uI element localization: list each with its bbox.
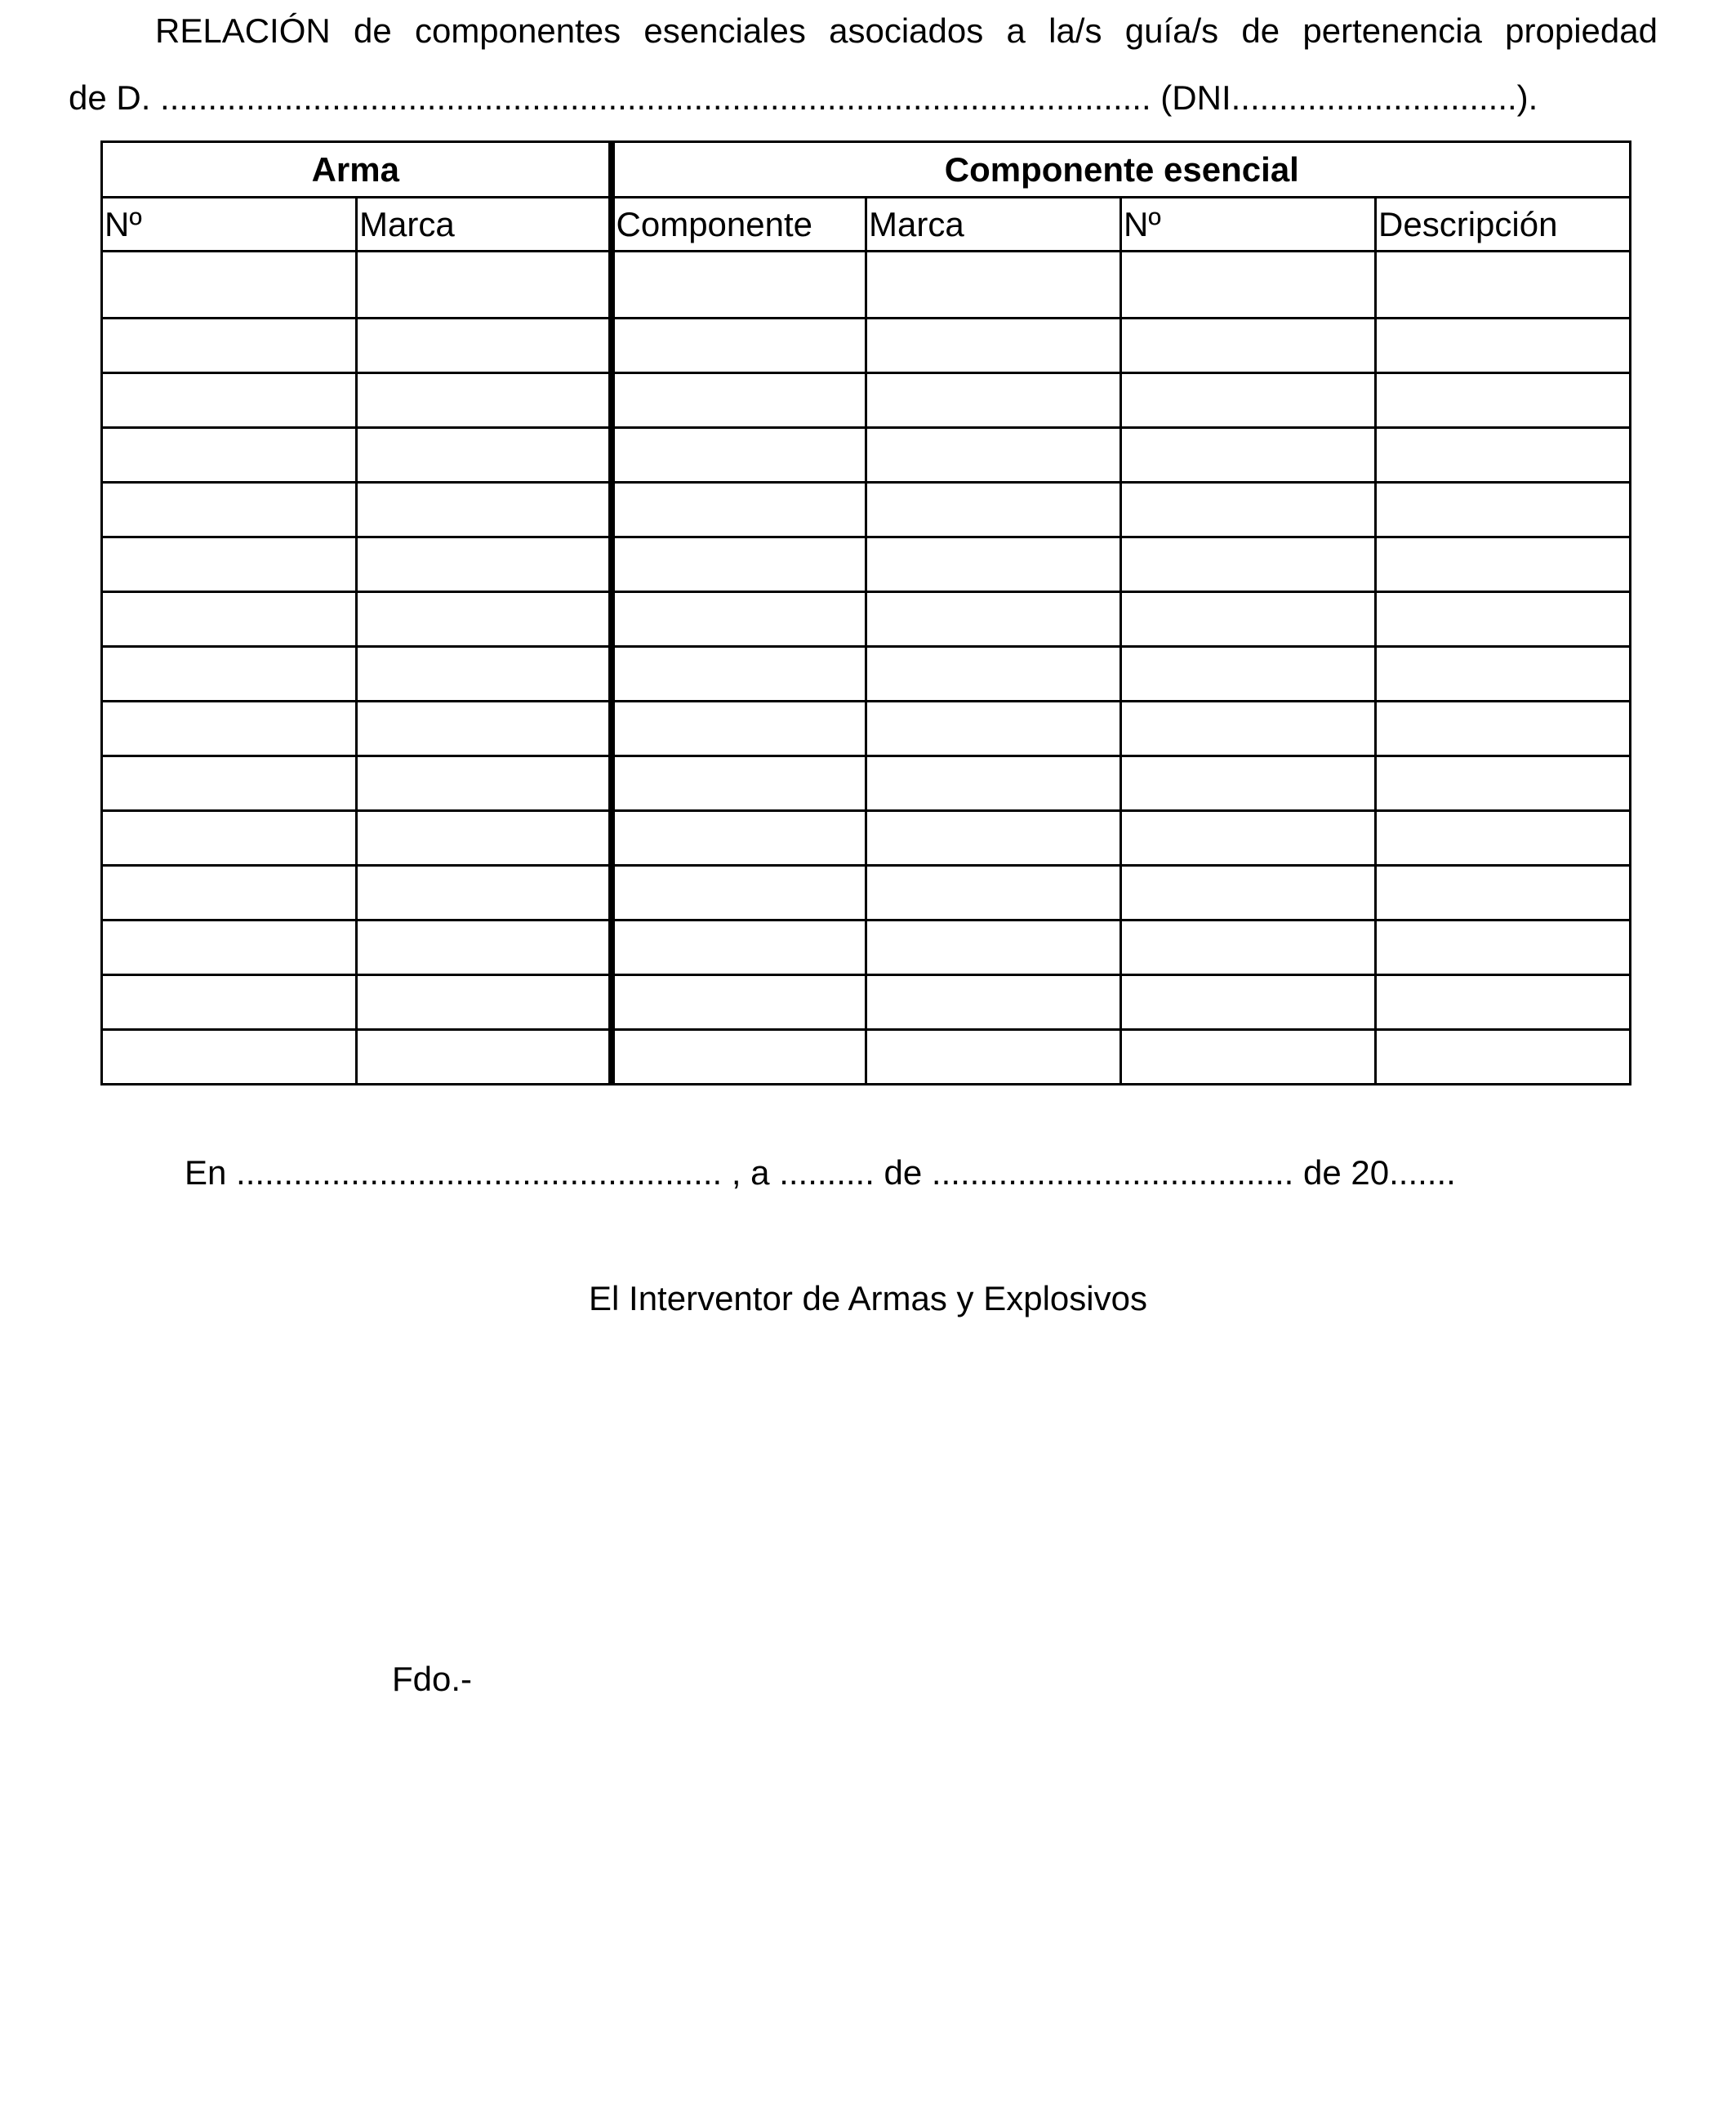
table-cell-componente [612, 537, 866, 592]
table-cell-componente [612, 428, 866, 483]
column-header-row [102, 198, 1631, 252]
table-cell-componente-numero [1121, 702, 1376, 756]
table-cell-componente-numero [1121, 756, 1376, 811]
table-cell-componente-numero [1121, 647, 1376, 702]
table-cell-componente-marca [866, 319, 1121, 373]
table-cell-arma-numero [102, 537, 357, 592]
table-cell-arma-numero [102, 756, 357, 811]
table-cell-descripcion [1376, 702, 1631, 756]
table-cell-arma-numero [102, 647, 357, 702]
column-header-descripcion: Descripción [1376, 198, 1631, 252]
table-cell-componente-marca [866, 428, 1121, 483]
table-cell-descripcion [1376, 483, 1631, 537]
table-cell-arma-numero [102, 428, 357, 483]
table-cell-arma-marca [357, 702, 612, 756]
table-row [102, 647, 1631, 702]
table-cell-arma-numero [102, 1030, 357, 1085]
table-row [102, 537, 1631, 592]
table-cell-arma-numero [102, 975, 357, 1030]
table-cell-arma-numero [102, 483, 357, 537]
table-cell-componente [612, 702, 866, 756]
table-cell-componente-marca [866, 702, 1121, 756]
table-row [102, 483, 1631, 537]
table-cell-componente-numero [1121, 537, 1376, 592]
table-cell-componente [612, 319, 866, 373]
table-cell-componente-numero [1121, 592, 1376, 647]
table-cell-componente-numero [1121, 811, 1376, 866]
components-table [100, 140, 1631, 1085]
table-cell-componente [612, 373, 866, 428]
table-cell-arma-marca [357, 252, 612, 319]
table-cell-descripcion [1376, 975, 1631, 1030]
table-row [102, 428, 1631, 483]
table-cell-componente-marca [866, 921, 1121, 975]
table-body [102, 252, 1631, 1085]
table-cell-arma-marca [357, 975, 612, 1030]
table-row [102, 702, 1631, 756]
table-cell-descripcion [1376, 921, 1631, 975]
table-cell-componente-marca [866, 975, 1121, 1030]
group-header-componente-esencial: Componente esencial [612, 142, 1631, 198]
table-cell-descripcion [1376, 811, 1631, 866]
table-cell-componente-numero [1121, 483, 1376, 537]
table-cell-arma-numero [102, 702, 357, 756]
table-cell-componente-numero [1121, 373, 1376, 428]
table-cell-arma-marca [357, 1030, 612, 1085]
table-row [102, 921, 1631, 975]
table-cell-descripcion [1376, 373, 1631, 428]
table-cell-descripcion [1376, 428, 1631, 483]
table-cell-componente [612, 647, 866, 702]
place-date-line: En ................................................... , a .......... de ...................................... de 20....... [185, 1153, 1456, 1192]
table-cell-componente [612, 975, 866, 1030]
signer-title: El Interventor de Armas y Explosivos [589, 1279, 1147, 1317]
table-row [102, 319, 1631, 373]
table-cell-descripcion [1376, 1030, 1631, 1085]
column-header-arma-numero: Nº [102, 198, 357, 252]
table-cell-componente-marca [866, 537, 1121, 592]
table-cell-componente-numero [1121, 319, 1376, 373]
table-cell-descripcion [1376, 647, 1631, 702]
column-header-componente-numero: Nº [1121, 198, 1376, 252]
column-header-componente: Componente [612, 198, 866, 252]
table-row [102, 811, 1631, 866]
table-cell-componente-marca [866, 373, 1121, 428]
table-cell-arma-numero [102, 921, 357, 975]
table-cell-arma-marca [357, 373, 612, 428]
table-cell-componente-marca [866, 592, 1121, 647]
table-cell-descripcion [1376, 866, 1631, 921]
table-cell-descripcion [1376, 592, 1631, 647]
table-cell-componente-marca [866, 252, 1121, 319]
intro-line-1: RELACIÓN de componentes esenciales asociados a la/s guía/s de pertenencia propiedad [155, 11, 1658, 50]
table-row [102, 592, 1631, 647]
intro-line-2: de D. ........................................................................................................ (DNI..............................). [69, 78, 1538, 117]
table-cell-componente-marca [866, 483, 1121, 537]
table-cell-componente [612, 866, 866, 921]
table-cell-componente-numero [1121, 866, 1376, 921]
table-cell-componente-marca [866, 1030, 1121, 1085]
table-cell-descripcion [1376, 537, 1631, 592]
table-cell-componente-marca [866, 811, 1121, 866]
table-cell-componente [612, 252, 866, 319]
table-cell-arma-marca [357, 537, 612, 592]
table-cell-arma-marca [357, 866, 612, 921]
table-cell-arma-marca [357, 428, 612, 483]
table-cell-arma-marca [357, 921, 612, 975]
table-cell-descripcion [1376, 319, 1631, 373]
table-cell-arma-marca [357, 319, 612, 373]
table-cell-componente-marca [866, 647, 1121, 702]
table-cell-arma-numero [102, 811, 357, 866]
column-header-componente-marca: Marca [866, 198, 1121, 252]
table-cell-arma-marca [357, 811, 612, 866]
table-row [102, 373, 1631, 428]
table-row [102, 866, 1631, 921]
table-cell-componente [612, 811, 866, 866]
table-cell-arma-numero [102, 373, 357, 428]
table-cell-descripcion [1376, 252, 1631, 319]
table-cell-arma-numero [102, 866, 357, 921]
table-cell-componente-numero [1121, 975, 1376, 1030]
table-cell-arma-numero [102, 592, 357, 647]
table-cell-arma-marca [357, 756, 612, 811]
table-cell-componente-numero [1121, 1030, 1376, 1085]
table-cell-componente [612, 1030, 866, 1085]
group-header-arma: Arma [102, 142, 612, 198]
table-cell-arma-numero [102, 319, 357, 373]
table-cell-componente-numero [1121, 252, 1376, 319]
table-row [102, 756, 1631, 811]
column-header-arma-marca: Marca [357, 198, 612, 252]
table-cell-componente [612, 483, 866, 537]
table-row [102, 1030, 1631, 1085]
table-cell-componente-numero [1121, 428, 1376, 483]
table-cell-descripcion [1376, 756, 1631, 811]
table-cell-componente [612, 921, 866, 975]
table-cell-arma-marca [357, 483, 612, 537]
table-cell-arma-numero [102, 252, 357, 319]
signature-label: Fdo.- [392, 1660, 473, 1698]
table-row [102, 975, 1631, 1030]
table-cell-componente [612, 756, 866, 811]
table-cell-componente-marca [866, 756, 1121, 811]
table-cell-componente [612, 592, 866, 647]
table-cell-componente-marca [866, 866, 1121, 921]
table-cell-componente-numero [1121, 921, 1376, 975]
table-cell-arma-marca [357, 647, 612, 702]
table-cell-arma-marca [357, 592, 612, 647]
table-row [102, 252, 1631, 319]
group-header-row [102, 142, 1631, 198]
